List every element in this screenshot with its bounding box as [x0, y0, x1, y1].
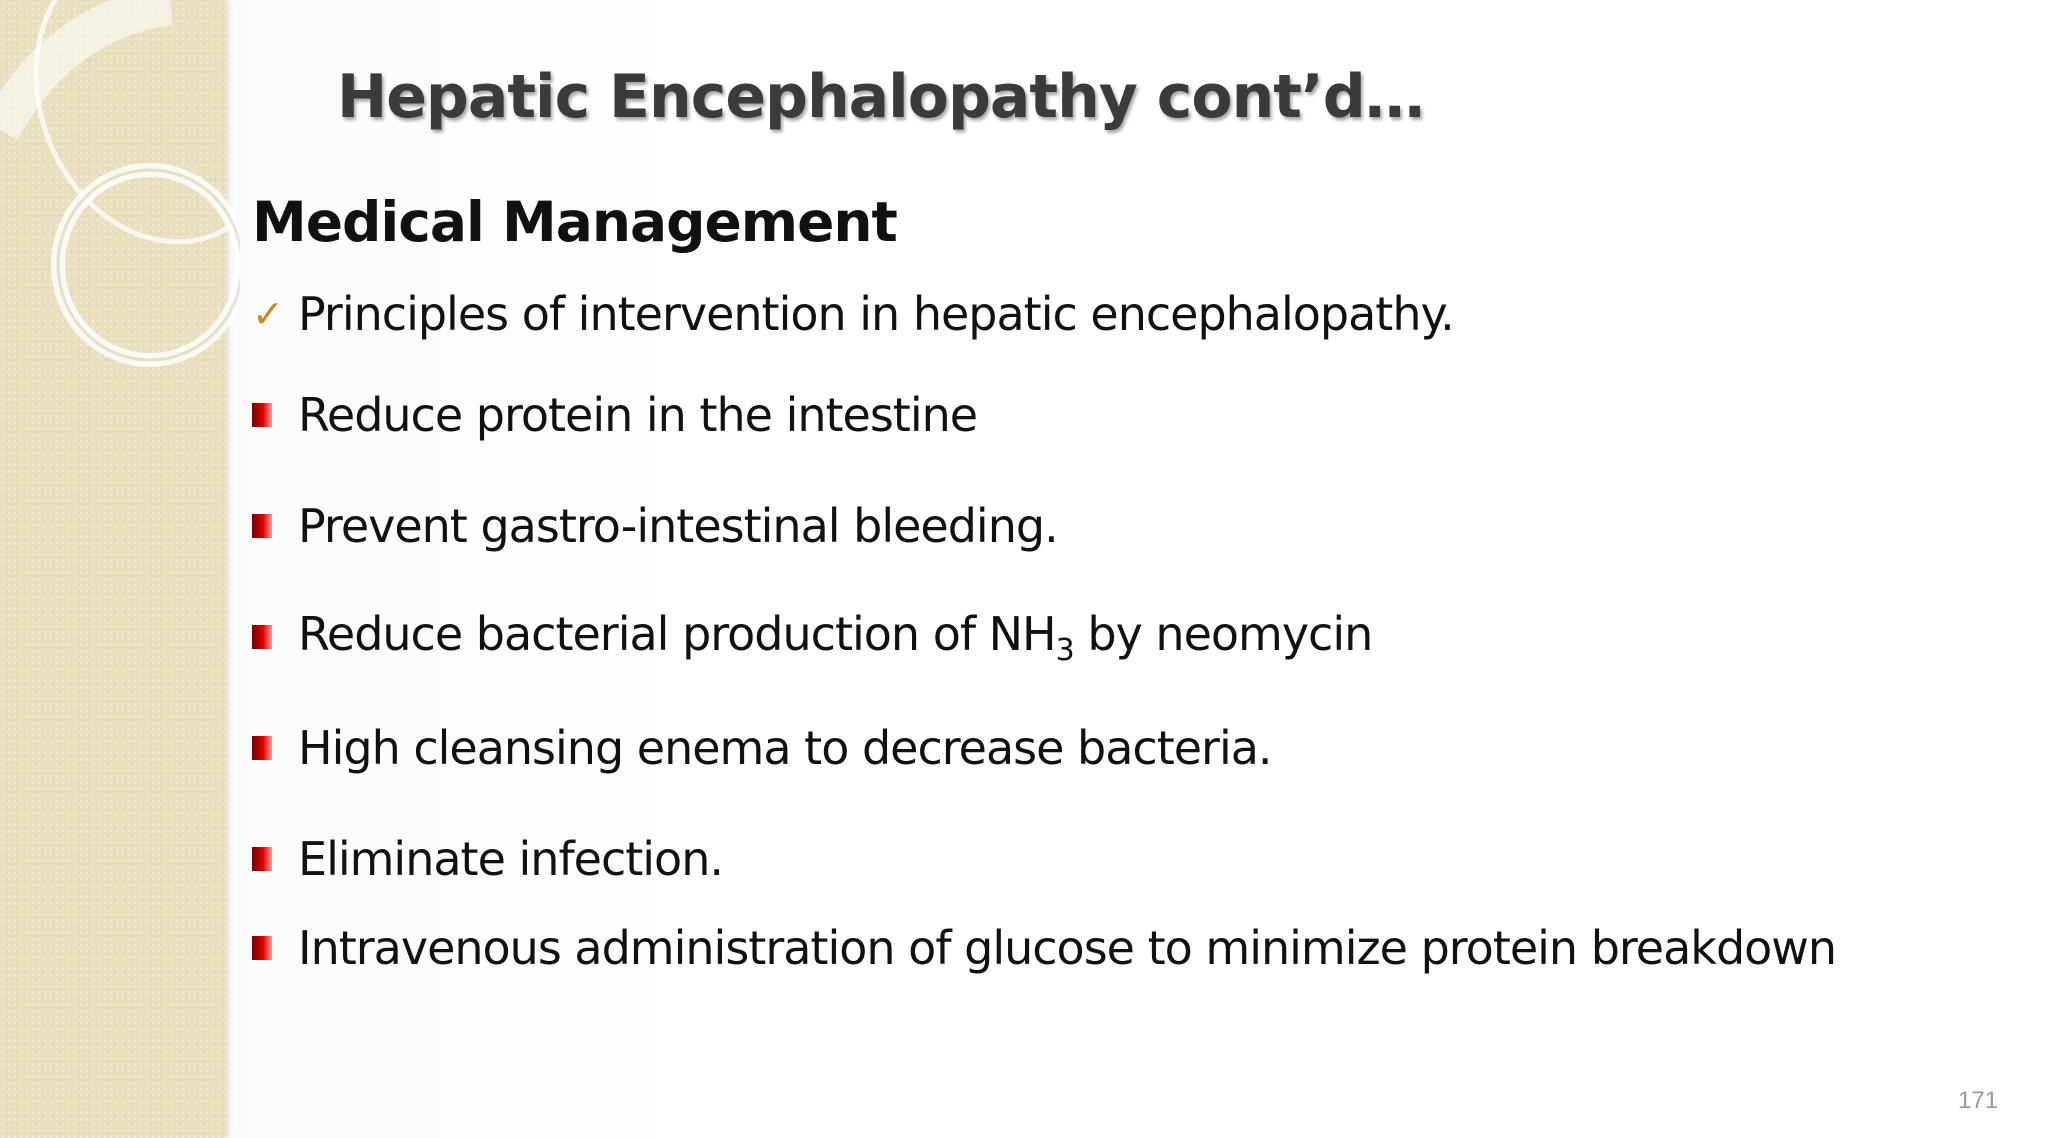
bullet-item [252, 496, 1058, 556]
red-square-bullet-icon [252, 625, 272, 649]
red-square-bullet-icon [252, 514, 272, 538]
red-square-bullet-icon [252, 736, 272, 760]
bullet-text: Eliminate infection. [298, 832, 723, 886]
checkmark-icon: ✓ [252, 292, 284, 336]
red-square-bullet-icon [252, 403, 272, 427]
red-square-bullet-icon [252, 936, 272, 960]
slide-title: Hepatic Encephalopathy cont’d… [337, 62, 1424, 132]
decorative-swirl-icon [0, 0, 240, 400]
section-heading: Medical Management [252, 190, 897, 254]
bullet-text: Prevent gastro-intestinal bleeding. [298, 499, 1058, 553]
bullet-item [252, 829, 723, 889]
bullet-text-main: Reduce bacterial production of NH [298, 606, 1056, 661]
check-list-item [252, 284, 1454, 344]
bullet-item [252, 718, 1272, 778]
bullet-text: High cleansing enema to decrease bacteria. [298, 721, 1272, 775]
bullet-item [252, 607, 1372, 667]
bullet-item [252, 918, 1836, 978]
subscript-3: 3 [1055, 632, 1074, 668]
bullet-text [298, 607, 1372, 668]
page-number: 171 [1958, 1087, 1999, 1114]
bullet-text-suffix: by neomycin [1073, 606, 1373, 661]
check-item-text: Principles of intervention in hepatic encephalopathy. [298, 287, 1454, 341]
bullet-item [252, 385, 977, 445]
red-square-bullet-icon [252, 847, 272, 871]
bullet-text: Reduce protein in the intestine [298, 388, 978, 442]
bullet-text: Intravenous administration of glucose to minimize protein breakdown [298, 921, 1837, 975]
